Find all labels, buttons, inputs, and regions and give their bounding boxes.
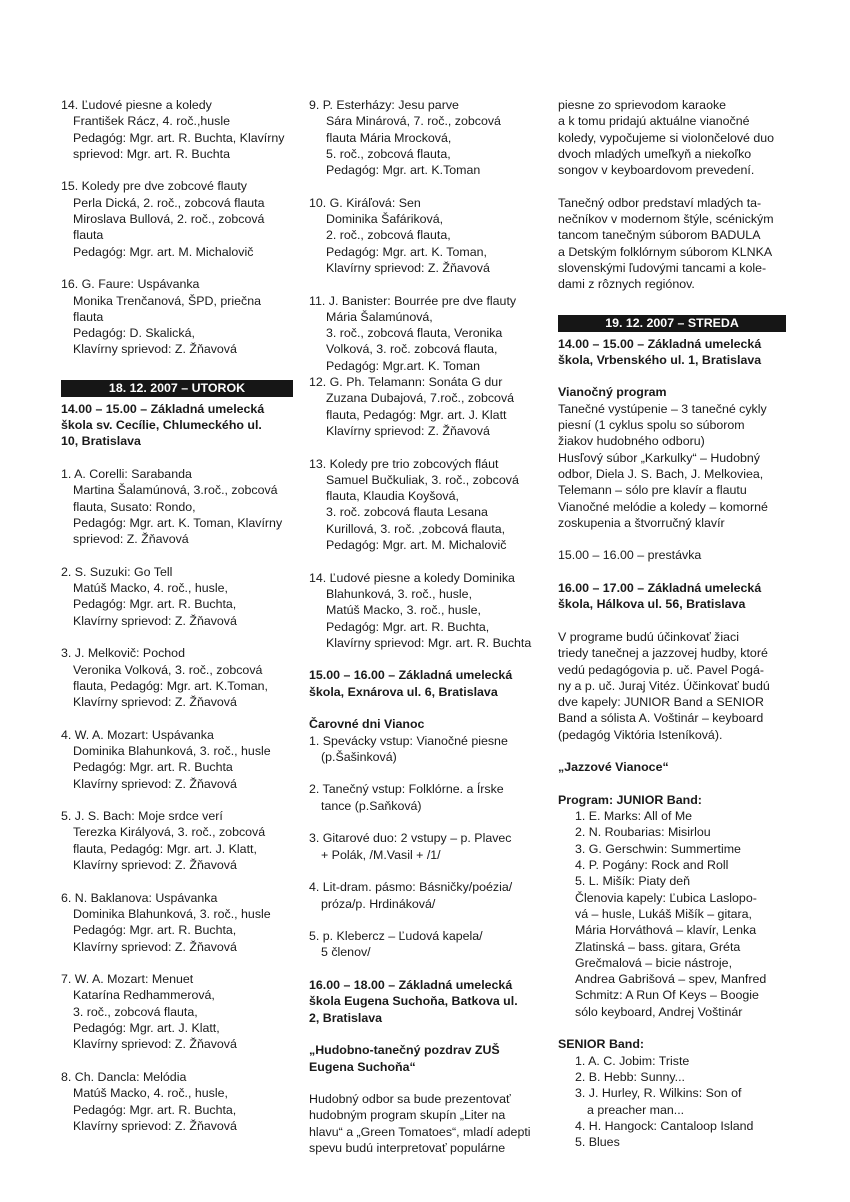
venue-line: 15.00 – 16.00 – Základná umelecká bbox=[309, 668, 513, 683]
band-line: 5. L. Mišík: Piaty deň bbox=[575, 874, 691, 889]
break-note bbox=[558, 547, 786, 563]
program-list-item bbox=[309, 781, 542, 814]
title-line: „Jazzové Vianoce“ bbox=[558, 760, 669, 775]
item-line: František Rácz, 4. roč.,husle bbox=[73, 114, 231, 129]
program-description bbox=[558, 384, 786, 531]
jazz-title bbox=[558, 759, 786, 775]
band-line: sólo keyboard, Andrej Voštinár bbox=[575, 1004, 743, 1019]
item-line: Dominika Blahunková, 3. roč., husle bbox=[73, 743, 271, 758]
program-title bbox=[309, 1042, 542, 1075]
text-line: dvoch mladých umeľkyň a niekoľko bbox=[558, 146, 752, 161]
item-line: Mária Šalamúnová, bbox=[326, 309, 433, 324]
band-line: 2. B. Hebb: Sunny... bbox=[575, 1069, 685, 1084]
program-item bbox=[309, 570, 542, 651]
band-line: 4. P. Pogány: Rock and Roll bbox=[575, 858, 729, 873]
item-line: Pedagóg: Mgr.art. K. Toman bbox=[326, 358, 481, 373]
item-line: Veronika Volková, 3. roč., zobcová bbox=[73, 662, 263, 677]
text-line: koledy, vypočujeme si violončelové duo bbox=[558, 130, 775, 145]
date-header: 19. 12. 2007 – STREDA bbox=[558, 315, 786, 332]
text-line: dami z rôznych regiónov. bbox=[558, 277, 695, 292]
band-line: 4. H. Hangock: Cantaloop Island bbox=[575, 1118, 754, 1133]
item-line: Pedagóg: Mgr. art. M. Michalovič bbox=[326, 538, 507, 553]
item-line: Terezka Királyová, 3. roč., zobcová bbox=[73, 825, 266, 840]
band-line: Členovia kapely: Ľubica Laslopo- bbox=[575, 890, 757, 905]
item-line: Klavírny sprievod: Z. Žňavová bbox=[73, 1037, 237, 1052]
list-item-cont: tance (p.Saňková) bbox=[321, 798, 422, 813]
paragraph bbox=[558, 195, 786, 293]
item-line: Matúš Macko, 3. roč., husle, bbox=[326, 603, 481, 618]
program-item bbox=[61, 971, 293, 1052]
item-line: flauta bbox=[73, 309, 104, 324]
item-heading: 1. A. Corelli: Sarabanda bbox=[61, 466, 192, 481]
list-item: 4. Lit-dram. pásmo: Básničky/poézia/ bbox=[309, 880, 513, 895]
item-line: Klavírny sprievod: Z. Žňavová bbox=[326, 260, 490, 275]
venue-line: 14.00 – 15.00 – Základná umelecká bbox=[61, 401, 265, 416]
text-line: nečníkov v modernom štýle, scénickým bbox=[558, 212, 774, 227]
band-line: Grečmalová – bicie nástroje, bbox=[575, 955, 733, 970]
item-heading: 8. Ch. Dancla: Melódia bbox=[61, 1069, 187, 1084]
program-item bbox=[309, 293, 542, 374]
item-heading: 13. Koledy pre trio zobcových fláut bbox=[309, 456, 499, 471]
item-line: Klavírny sprievod: Z. Žňavová bbox=[73, 342, 237, 357]
item-line: Pedagóg: Mgr. art. R. Buchta, bbox=[73, 1102, 237, 1117]
venue-line: 14.00 – 15.00 – Základná umelecká bbox=[558, 336, 762, 351]
list-item: 5. p. Klebercz – Ľudová kapela/ bbox=[309, 929, 483, 944]
venue-line: 16.00 – 17.00 – Základná umelecká bbox=[558, 581, 762, 596]
item-line: Klavírny sprievod: Mgr. art. R. Buchta bbox=[326, 635, 532, 650]
program-item bbox=[61, 645, 293, 710]
band-line: vá – husle, Lukáš Mišík – gitara, bbox=[575, 906, 752, 921]
list-item-cont: próza/p. Hrdináková/ bbox=[321, 896, 436, 911]
item-line: 5. roč., zobcová flauta, bbox=[326, 146, 451, 161]
venue-line: škola, Vrbenského ul. 1, Bratislava bbox=[558, 352, 762, 367]
item-line: Samuel Bučkuliak, 3. roč., zobcová bbox=[326, 472, 519, 487]
item-line: flauta bbox=[73, 228, 104, 243]
item-line: sprievod: Z. Žňavová bbox=[73, 532, 189, 547]
venue-line: 10, Bratislava bbox=[61, 434, 141, 449]
item-line: Klavírny sprievod: Z. Žňavová bbox=[73, 613, 237, 628]
venue-heading bbox=[309, 667, 542, 700]
item-line: Perla Dická, 2. roč., zobcová flauta bbox=[73, 195, 265, 210]
item-line: Klavírny sprievod: Z. Žňavová bbox=[326, 423, 490, 438]
item-line: flauta, Susato: Rondo, bbox=[73, 499, 196, 514]
item-line: Pedagóg: Mgr. art. R. Buchta bbox=[73, 760, 233, 775]
item-line: flauta, Klaudia Koyšová, bbox=[326, 489, 459, 504]
band-line: Zlatinská – bass. gitara, Gréta bbox=[575, 939, 741, 954]
band-line: 2. N. Roubarias: Misirlou bbox=[575, 825, 711, 840]
venue-heading bbox=[558, 336, 786, 369]
program-item bbox=[309, 97, 542, 178]
text-line: ny a p. uč. Juraj Vitéz. Účinkovať budú bbox=[558, 678, 770, 693]
program-title: Čarovné dni Vianoc bbox=[309, 717, 425, 732]
text-line: Tanečný odbor predstaví mladých ta- bbox=[558, 195, 762, 210]
venue-line: škola sv. Cecílie, Chlumeckého ul. bbox=[61, 418, 262, 433]
item-line: flauta, Pedagóg: Mgr. art. K.Toman, bbox=[73, 678, 268, 693]
program-list-item bbox=[309, 830, 542, 863]
text-line: vedú pedagógovia p. uč. Pavel Pogá- bbox=[558, 662, 764, 677]
item-line: Dominika Blahunková, 3. roč., husle bbox=[73, 906, 271, 921]
item-line: Miroslava Bullová, 2. roč., zobcová bbox=[73, 212, 265, 227]
program-item bbox=[61, 727, 293, 792]
program-item bbox=[309, 195, 542, 276]
item-line: Blahunková, 3. roč., husle, bbox=[326, 586, 473, 601]
date-header: 18. 12. 2007 – UTOROK bbox=[61, 380, 293, 397]
program-list-item bbox=[309, 879, 542, 912]
venue-heading bbox=[61, 401, 293, 450]
list-item-cont: (p.Šašinková) bbox=[321, 749, 397, 764]
list-item-cont: 5 členov/ bbox=[321, 945, 371, 960]
venue-heading bbox=[558, 580, 786, 613]
item-line: Klavírny sprievod: Z. Žňavová bbox=[73, 695, 237, 710]
item-heading: 2. S. Suzuki: Go Tell bbox=[61, 564, 173, 579]
item-line: Matúš Macko, 4. roč., husle, bbox=[73, 581, 228, 596]
item-line: Pedagóg: Mgr. art. R. Buchta, Klavírny bbox=[73, 130, 285, 145]
item-heading: 14. Ľudové piesne a koledy Dominika bbox=[309, 570, 515, 585]
item-heading: 9. P. Esterházy: Jesu parve bbox=[309, 98, 459, 112]
band-line: 3. G. Gerschwin: Summertime bbox=[575, 841, 741, 856]
list-item: 1. Spevácky vstup: Vianočné piesne bbox=[309, 733, 508, 748]
band-title: Program: JUNIOR Band: bbox=[558, 792, 702, 807]
list-item-cont: + Polák, /M.Vasil + /1/ bbox=[321, 847, 441, 862]
program-item bbox=[61, 276, 293, 357]
program-description bbox=[309, 1091, 542, 1156]
item-heading: 6. N. Baklanova: Uspávanka bbox=[61, 890, 218, 905]
item-heading: 14. Ľudové piesne a koledy bbox=[61, 98, 212, 112]
item-line: Zuzana Dubajová, 7.roč., zobcová bbox=[326, 391, 515, 406]
text-line: Hudobný odbor sa bude prezentovať bbox=[309, 1092, 511, 1107]
venue-line: 2, Bratislava bbox=[309, 1010, 383, 1025]
list-item: 3. Gitarové duo: 2 vstupy – p. Plavec bbox=[309, 831, 512, 846]
item-line: Pedagóg: Mgr. art. K. Toman, bbox=[326, 244, 487, 259]
program-list-item bbox=[309, 928, 542, 961]
text-line: a Detským folklórnym súborom KLNKA bbox=[558, 244, 773, 259]
item-line: Pedagóg: Mgr. art. R. Buchta, bbox=[326, 619, 490, 634]
title-line: „Hudobno-tanečný pozdrav ZUŠ bbox=[309, 1043, 500, 1058]
paragraph bbox=[558, 97, 786, 178]
text-line: piesne zo sprievodom karaoke bbox=[558, 98, 727, 112]
venue-line: škola, Hálkova ul. 56, Bratislava bbox=[558, 597, 746, 612]
venue-line: škola Eugena Suchoňa, Batkova ul. bbox=[309, 994, 518, 1009]
program-item bbox=[61, 1069, 293, 1134]
venue-line: škola, Exnárova ul. 6, Bratislava bbox=[309, 684, 498, 699]
text-line: V programe budú účinkovať žiaci bbox=[558, 629, 739, 644]
item-line: 2. roč., zobcová flauta, bbox=[326, 228, 451, 243]
text-line: Telemann – sólo pre klavír a flautu bbox=[558, 483, 747, 498]
program-list bbox=[309, 716, 542, 765]
program-item bbox=[61, 178, 293, 259]
item-line: Klavírny sprievod: Z. Žňavová bbox=[73, 858, 237, 873]
item-line: 3. roč., zobcová flauta, bbox=[73, 1004, 198, 1019]
item-line: Kurillová, 3. roč. ,zobcová flauta, bbox=[326, 521, 506, 536]
program-item bbox=[61, 564, 293, 629]
text-line: Husľový súbor „Karkulky“ – Hudobný bbox=[558, 450, 760, 465]
program-title: Vianočný program bbox=[558, 385, 667, 400]
item-line: Pedagóg: Mgr. art. K. Toman, Klavírny bbox=[73, 515, 283, 530]
junior-band bbox=[558, 792, 786, 1020]
item-line: sprievod: Mgr. art. R. Buchta bbox=[73, 146, 231, 161]
item-line: Dominika Šafáriková, bbox=[326, 212, 444, 227]
text-line: dve kapely: JUNIOR Band a SENIOR bbox=[558, 695, 764, 710]
item-heading: 5. J. S. Bach: Moje srdce verí bbox=[61, 809, 223, 824]
text-line: (pedagóg Viktória Isteníková). bbox=[558, 727, 723, 742]
list-item: 2. Tanečný vstup: Folklórne. a Írske bbox=[309, 782, 504, 797]
item-line: Pedagóg: Mgr. art. J. Klatt, bbox=[73, 1021, 220, 1036]
item-line: Matúš Macko, 4. roč., husle, bbox=[73, 1086, 228, 1101]
band-line: Andrea Gabrišová – spev, Manfred bbox=[575, 972, 767, 987]
item-heading: 10. G. Kiráľová: Sen bbox=[309, 195, 421, 210]
item-line: Katarína Redhammerová, bbox=[73, 988, 215, 1003]
item-line: 3. roč., zobcová flauta, Veronika bbox=[326, 326, 503, 341]
program-item bbox=[61, 97, 293, 162]
item-heading: 11. J. Banister: Bourrée pre dve flauty bbox=[309, 293, 517, 308]
text-line: odbor, Diela J. S. Bach, J. Melkoviea, bbox=[558, 466, 764, 481]
item-line: Sára Minárová, 7. roč., zobcová bbox=[326, 114, 501, 129]
column-2 bbox=[309, 97, 542, 1156]
venue-heading bbox=[309, 977, 542, 1026]
column-1 bbox=[61, 97, 293, 1134]
item-line: Pedagóg: Mgr. art. R. Buchta, bbox=[73, 597, 237, 612]
item-line: flauta, Pedagóg: Mgr. art. J. Klatt bbox=[326, 407, 507, 422]
band-line: a preacher man... bbox=[587, 1102, 685, 1117]
item-heading: 16. G. Faure: Uspávanka bbox=[61, 277, 200, 292]
item-line: Pedagóg: Mgr. art. K.Toman bbox=[326, 163, 481, 178]
band-line: 1. A. C. Jobim: Triste bbox=[575, 1053, 690, 1068]
text-line: a k tomu pridajú aktuálne vianočné bbox=[558, 114, 750, 129]
item-line: Martina Šalamúnová, 3.roč., zobcová bbox=[73, 483, 278, 498]
text-line: hlavu“ a „Green Tomatoes“, mladí adepti bbox=[309, 1124, 531, 1139]
text-line: tancom tanečným súborom BADULA bbox=[558, 228, 761, 243]
item-line: Pedagóg: D. Skalická, bbox=[73, 326, 195, 341]
program-item bbox=[61, 466, 293, 547]
program-item bbox=[309, 456, 542, 554]
text-line: Band a sólista A. Voštinár – keyboard bbox=[558, 711, 764, 726]
program-item bbox=[61, 890, 293, 955]
text-line: zoskupenia a štvorručný klavír bbox=[558, 515, 725, 530]
item-heading: 3. J. Melkovič: Pochod bbox=[61, 646, 185, 661]
venue-line: 16.00 – 18.00 – Základná umelecká bbox=[309, 978, 513, 993]
text-line: slovenskými ľudovými tancami a kole- bbox=[558, 260, 767, 275]
column-3 bbox=[558, 97, 786, 1150]
text-line: songov v keyboardovom prevedení. bbox=[558, 163, 755, 178]
text-line: hudobným program skupín „Liter na bbox=[309, 1108, 506, 1123]
text-line: žiakov hudobného odboru) bbox=[558, 434, 705, 449]
item-line: 3. roč. zobcová flauta Lesana bbox=[326, 505, 488, 520]
program-item bbox=[309, 374, 542, 439]
text-line: triedy tanečnej a jazzovej hudby, ktoré bbox=[558, 646, 768, 661]
band-line: 1. E. Marks: All of Me bbox=[575, 809, 693, 824]
text-line: 15.00 – 16.00 – prestávka bbox=[558, 548, 702, 563]
title-line: Eugena Suchoňa“ bbox=[309, 1059, 416, 1074]
senior-band bbox=[558, 1036, 786, 1150]
text-line: Tanečné vystúpenie – 3 tanečné cykly bbox=[558, 401, 767, 416]
item-heading: 4. W. A. Mozart: Uspávanka bbox=[61, 727, 214, 742]
item-line: flauta, Pedagóg: Mgr. art. J. Klatt, bbox=[73, 841, 257, 856]
item-heading: 12. G. Ph. Telamann: Sonáta G dur bbox=[309, 375, 503, 390]
paragraph bbox=[558, 629, 786, 743]
band-line: Mária Horváthová – klavír, Lenka bbox=[575, 923, 757, 938]
band-line: 5. Blues bbox=[575, 1135, 620, 1150]
item-line: Pedagóg: Mgr. art. R. Buchta, bbox=[73, 923, 237, 938]
item-line: Klavírny sprievod: Z. Žňavová bbox=[73, 939, 237, 954]
band-title: SENIOR Band: bbox=[558, 1037, 645, 1052]
band-line: 3. J. Hurley, R. Wilkins: Son of bbox=[575, 1086, 742, 1101]
item-line: flauta Mária Mrocková, bbox=[326, 130, 452, 145]
text-line: piesní (1 cyklus spolu so súborom bbox=[558, 418, 745, 433]
item-line: Monika Trenčanová, ŠPD, priečna bbox=[73, 293, 262, 308]
item-line: Klavírny sprievod: Z. Žňavová bbox=[73, 776, 237, 791]
band-line: Schmitz: A Run Of Keys – Boogie bbox=[575, 988, 759, 1003]
item-line: Pedagóg: Mgr. art. M. Michalovič bbox=[73, 244, 254, 259]
item-line: Volková, 3. roč. zobcová flauta, bbox=[326, 342, 498, 357]
item-heading: 15. Koledy pre dve zobcové flauty bbox=[61, 179, 247, 194]
text-line: spevu budú interpretovať populárne bbox=[309, 1141, 506, 1155]
item-heading: 7. W. A. Mozart: Menuet bbox=[61, 972, 194, 987]
program-item bbox=[61, 808, 293, 873]
item-line: Klavírny sprievod: Z. Žňavová bbox=[73, 1118, 237, 1133]
text-line: Vianočné melódie a koledy – komorné bbox=[558, 499, 768, 514]
